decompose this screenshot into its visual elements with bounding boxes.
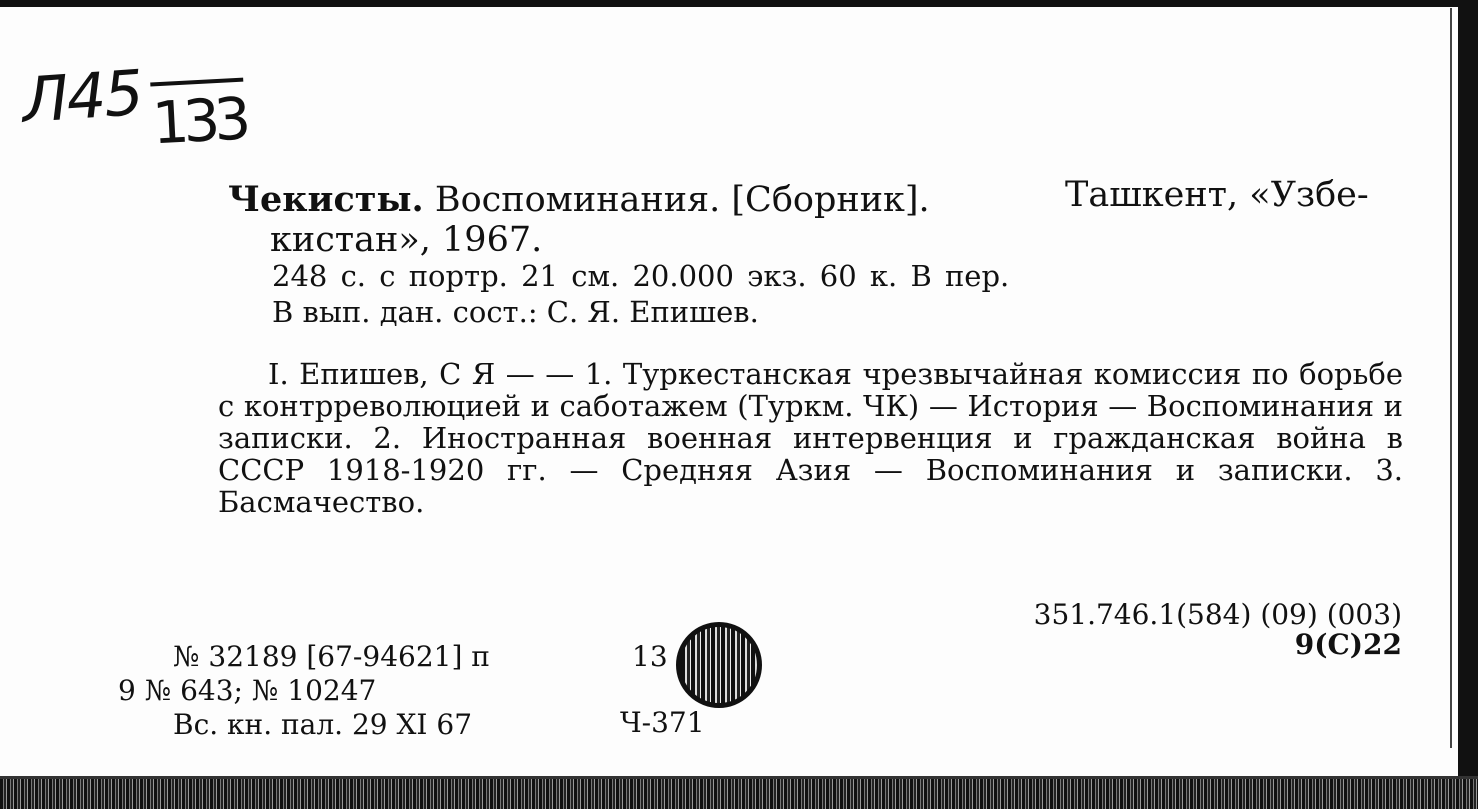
code-top: 13: [632, 640, 668, 673]
physical-description: 248 с. с портр. 21 см. 20.000 экз. 60 к. В пер.: [272, 259, 1010, 293]
card-edge-right-line: [1450, 8, 1452, 748]
title-line: [228, 179, 930, 220]
shelf-mark-sub: 133: [150, 78, 246, 153]
shelf-mark: Л45: [19, 55, 144, 138]
subject-tracing: [218, 358, 1403, 518]
title-heading: Чекисты.: [228, 179, 424, 220]
imprint-line-1: № 32189 [67-94621] п: [173, 640, 490, 673]
card-edge-right: [1458, 0, 1478, 809]
publication-publisher-year: кистан», 1967.: [270, 220, 543, 260]
responsibility-note: В вып. дан. сост.: С. Я. Епишев.: [272, 295, 759, 329]
classification-block: [1034, 600, 1402, 660]
bbk-number: 9(С)22: [1294, 628, 1402, 661]
imprint-line-2: 9 № 643; № 10247: [118, 674, 377, 707]
title-rest: Воспоминания. [Сборник].: [423, 180, 930, 220]
tracing-text: I. Епишев, С Я — — 1. Туркестанская чрезвычайная комиссия по борьбе с контрреволюцией и саботажем (Туркм. ЧК) — История — Воспоминания и записки. 2. Иностранная военная интервенция и гражданская война в СССР 1918-1920 гг. — Средняя Азия — Воспоминания и записки. 3. Басмачество.: [218, 357, 1403, 519]
imprint-line-3: Вс. кн. пал. 29 XI 67: [173, 708, 473, 741]
udc-number: 351.746.1(584) (09) (003): [1033, 598, 1402, 631]
card-edge-top: [0, 0, 1478, 7]
code-bottom: Ч-371: [620, 706, 705, 739]
imprint-block: [118, 640, 490, 742]
publication-place: Ташкент, «Узбе-: [1065, 175, 1369, 215]
punch-hole: [676, 622, 762, 708]
card-edge-bottom: [0, 779, 1478, 809]
